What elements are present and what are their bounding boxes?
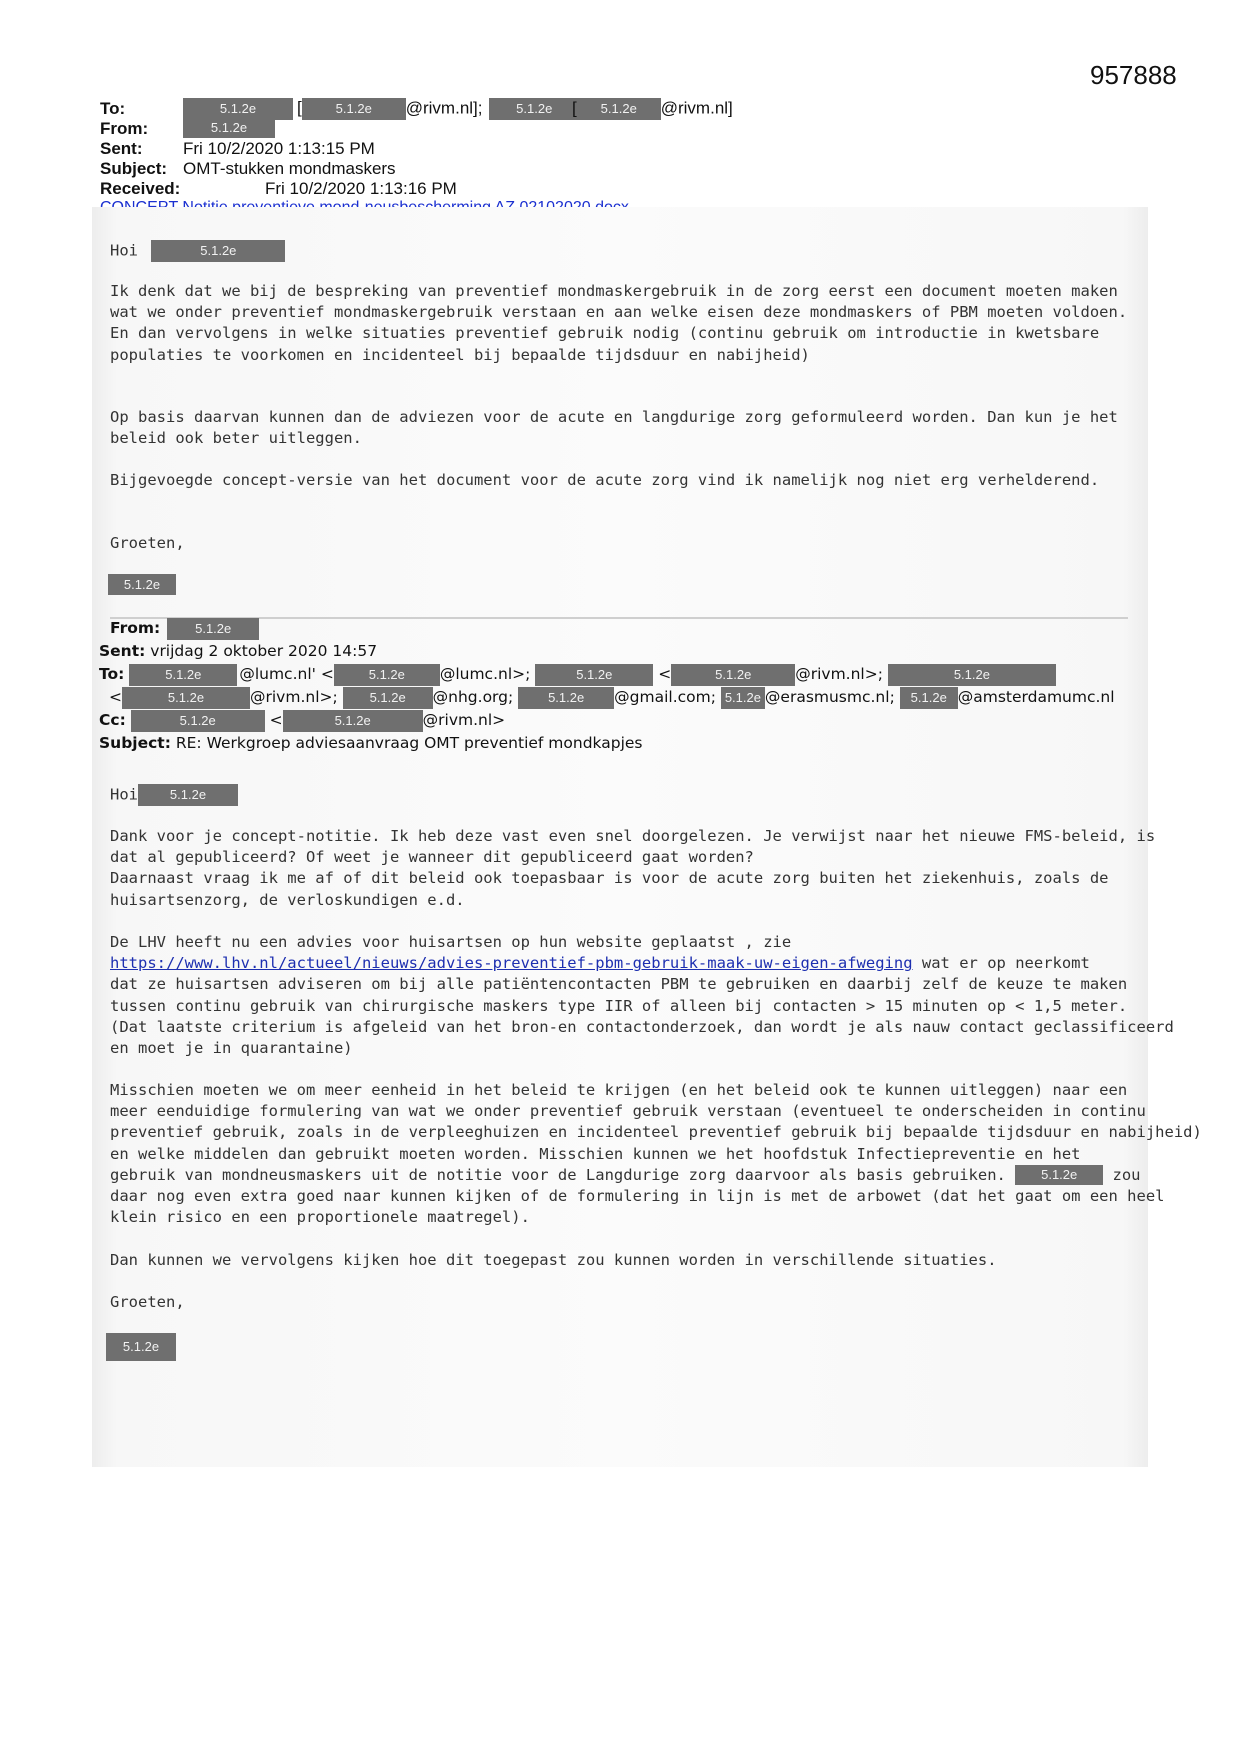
redaction-box: 5.1.2e: [183, 98, 293, 120]
inner-closing: Groeten,: [110, 1293, 185, 1311]
text-line: huisartsenzorg, de verloskundigen e.d.: [110, 890, 465, 909]
redaction-box: 5.1.2e: [302, 98, 406, 120]
greeting-text: Hoi: [110, 241, 138, 260]
greeting-text: Hoi: [110, 785, 138, 804]
sent-value: Fri 10/2/2020 1:13:15 PM: [183, 139, 375, 158]
text-line: (Dat laatste criterium is afgeleid van het bron-en contactonderzoek, dan wordt je als nauw contact geclassificeerd: [110, 1017, 1174, 1036]
text-line: klein risico en een proportionele maatregel).: [110, 1208, 530, 1227]
to-recipients-2: [572, 98, 733, 120]
sent-value: vrijdag 2 oktober 2020 14:57: [150, 642, 378, 660]
redaction-box: 5.1.2e: [151, 240, 285, 262]
body-paragraph: En dan vervolgens in welke situaties preventief gebruik nodig (continu gebruik om introductie in kwetsbare populaties te voorkomen en incidenteel bij bepaalde tijdsduur en nabijheid): [110, 324, 1100, 364]
text-line: dat al gepubliceerd? Of weet je wanneer dit gepubliceerd gaat worden?: [110, 848, 754, 867]
inner-greeting: [110, 784, 238, 806]
subject-value: RE: Werkgroep adviesaanvraag OMT preventief mondkapjes: [175, 734, 643, 752]
redaction-box: 5.1.2e: [671, 664, 795, 686]
text-line: https://www.lhv.nl/actueel/nieuws/advies-preventief-pbm-gebruik-maak-uw-eigen-afweging wat er op neerkomt: [110, 954, 1090, 973]
redaction-box: 5.1.2e: [283, 710, 423, 732]
text-line: meer eenduidige formulering van wat we onder preventief gebruik verstaan (eventueel te onderscheiden in continu: [110, 1102, 1146, 1121]
text-line: preventief gebruik, zoals in de verpleeghuizen en incidenteel preventief gebruik bij bepaalde tijdsduur en nabijheid): [110, 1123, 1202, 1142]
subject-label: Subject:: [99, 734, 171, 752]
received-value: Fri 10/2/2020 1:13:16 PM: [265, 179, 457, 198]
sent-label: Sent:: [99, 642, 146, 660]
redaction-box: 5.1.2e: [343, 687, 433, 709]
cc-label: Cc:: [99, 711, 126, 729]
cc-part: <: [269, 711, 283, 729]
redaction-box: 5.1.2e: [1015, 1165, 1103, 1185]
redaction-box: 5.1.2e: [900, 687, 958, 709]
body-paragraph: Ik denk dat we bij de bespreking van preventief mondmaskergebruik in de zorg eerst een document moeten maken wat we onder preventief mondmaskergebruik verstaan en aan welke eisen deze mondmaskers of PBM moeten voldoen.: [110, 282, 1128, 322]
text-line: Daarnaast vraag ik me af of dit beleid ook toepasbaar is voor de acute zorg buiten het ziekenhuis, zoals de: [110, 869, 1109, 888]
to-row: [99, 663, 1056, 687]
redaction-box: 5.1.2e: [518, 687, 614, 709]
subject-label: Subject:: [100, 159, 168, 178]
redaction-box: 5.1.2e: [131, 710, 265, 732]
text-line: Misschien moeten we om meer eenheid in het beleid te krijgen (en het beleid ook te kunnen uitleggen) naar een: [110, 1081, 1128, 1099]
lhv-link[interactable]: https://www.lhv.nl/actueel/nieuws/advies-preventief-pbm-gebruik-maak-uw-eigen-afweging: [110, 954, 913, 973]
outer-closing: Groeten,: [110, 534, 185, 552]
signature-redaction: 5.1.2e: [106, 1333, 176, 1361]
outer-paragraph-1: [110, 281, 1140, 366]
redaction-box: 5.1.2e: [535, 664, 653, 686]
to-part: [: [297, 98, 302, 118]
text-line: De LHV heeft nu een advies voor huisartsen op hun website geplaatst , zie: [110, 933, 792, 951]
to-part: @rivm.nl];: [405, 98, 483, 118]
redaction-box: 5.1.2e: [334, 664, 440, 686]
to-part: @erasmusmc.nl;: [764, 688, 895, 706]
to-label: To:: [100, 99, 126, 118]
redaction-box: 5.1.2e: [167, 618, 259, 640]
redaction-box: 5.1.2e: [577, 98, 661, 120]
signature-redaction: 5.1.2e: [108, 574, 176, 595]
to-part: @lumc.nl': [239, 665, 316, 683]
text-line: tussen continu gebruik van chirurgische maskers type IIR of alleen bij contacten > 15 minuten op < 1,5 meter.: [110, 996, 1128, 1015]
inner-paragraph-1: [110, 826, 1155, 911]
body-paragraph: Op basis daarvan kunnen dan de adviezen voor de acute en langdurige zorg geformuleerd worden. Dan kun je het beleid ook beter uitleggen.: [110, 408, 1118, 448]
from-label: From:: [110, 619, 161, 637]
redaction-box: 5.1.2e: [138, 784, 238, 806]
to-part: @amsterdamumc.nl: [957, 688, 1115, 706]
inner-paragraph-3: [110, 1080, 1202, 1228]
received-label: Received:: [100, 179, 181, 198]
text-line: daar nog even extra goed naar kunnen kijken of de formulering in lijn is met de arbowet (dat het gaat om een heel: [110, 1187, 1165, 1206]
to-part: @rivm.nl]: [660, 98, 733, 118]
to-part: @lumc.nl>;: [439, 665, 531, 683]
from-label: From:: [100, 119, 149, 138]
redaction-box: 5.1.2e: [721, 687, 765, 709]
document-id: 957888: [1090, 60, 1177, 90]
redaction-box: 5.1.2e: [122, 687, 250, 709]
to-part: [: [572, 98, 577, 118]
body-paragraph: Bijgevoegde concept-versie van het document voor de acute zorg vind ik namelijk nog niet erg verhelderend.: [110, 471, 1100, 489]
to-part: <: [658, 665, 672, 683]
divider-line: [110, 617, 1128, 619]
to-part: <: [109, 688, 122, 706]
to-part: @rivm.nl>;: [250, 688, 338, 706]
text-line: dat ze huisartsen adviseren om bij alle patiëntencontacten PBM te gebruiken en daarbij zelf de keuze te maken: [110, 975, 1128, 994]
text-line: Dank voor je concept-notitie. Ik heb deze vast even snel doorgelezen. Je verwijst naar het nieuwe FMS-beleid, is: [110, 827, 1156, 845]
outer-paragraph-3: [110, 470, 1140, 491]
inner-paragraph-2: [110, 932, 1174, 1059]
cc-part: @rivm.nl>: [422, 711, 506, 729]
cc-row: [99, 709, 505, 733]
text-line: en moet je in quarantaine): [110, 1039, 353, 1058]
to-part: @nhg.org;: [432, 688, 514, 706]
to-part: @gmail.com;: [614, 688, 716, 706]
text-line: gebruik van mondneusmaskers uit de notitie voor de Langdurige zorg daarvoor als basis gebruiken. 5.1.2e zou: [110, 1165, 1141, 1184]
outer-greeting: [110, 240, 285, 262]
redaction-box: 5.1.2e: [888, 664, 1056, 686]
redaction-box: 5.1.2e: [183, 118, 275, 138]
to-row-2: [109, 686, 1115, 710]
to-part: <: [320, 665, 334, 683]
to-label: To:: [99, 665, 125, 683]
inner-paragraph-4: Dan kunnen we vervolgens kijken hoe dit toegepast zou kunnen worden in verschillende situaties.: [110, 1251, 997, 1269]
outer-paragraph-2: [110, 407, 1140, 449]
subject-value: OMT-stukken mondmaskers: [183, 159, 396, 178]
text-line: en welke middelen dan gebruikt moeten worden. Misschien kunnen we het hoofdstuk Infectiepreventie en het: [110, 1144, 1081, 1163]
redaction-box: 5.1.2e: [489, 98, 579, 120]
sent-label: Sent:: [100, 139, 143, 158]
redaction-box: 5.1.2e: [129, 664, 237, 686]
to-part: @rivm.nl>;: [795, 665, 883, 683]
to-row: [100, 99, 125, 119]
